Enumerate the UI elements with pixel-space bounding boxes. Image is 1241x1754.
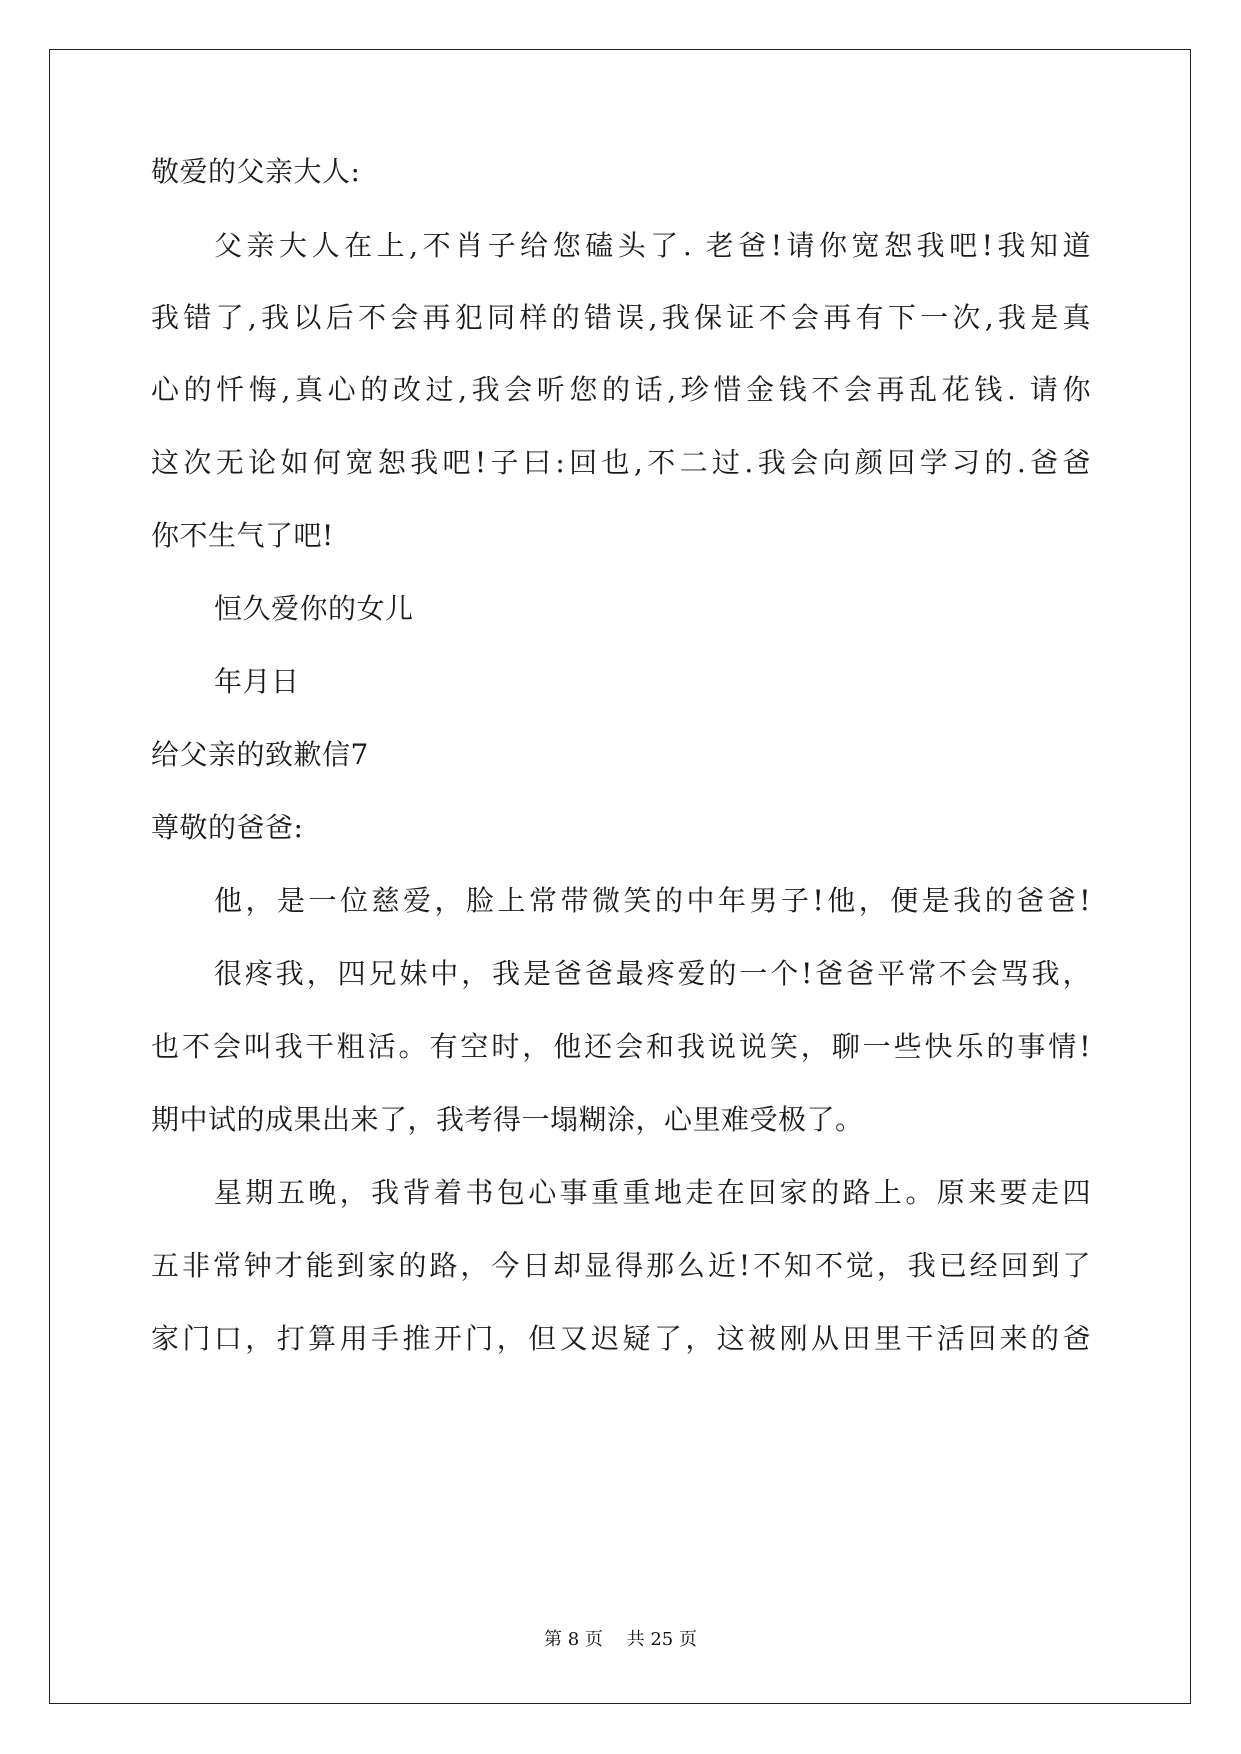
paragraph-line: 他，是一位慈爱，脸上常带微笑的中年男子!他，便是我的爸爸!	[214, 884, 1091, 917]
date-line: 年月日	[214, 665, 300, 698]
signature: 恒久爱你的女儿	[214, 592, 414, 625]
paragraph-line: 父亲大人在上,不肖子给您磕头了. 老爸!请你宽恕我吧!我知道	[214, 229, 1091, 262]
paragraph-line: 我错了,我以后不会再犯同样的错误,我保证不会再有下一次,我是真	[151, 301, 1091, 334]
salutation: 敬爱的父亲大人:	[151, 155, 361, 188]
paragraph-line: 期中试的成果出来了，我考得一塌糊涂，心里难受极了。	[151, 1103, 864, 1136]
paragraph-line: 家门口，打算用手推开门，但又迟疑了，这被刚从田里干活回来的爸	[151, 1322, 1091, 1355]
page-number-footer: 第 8 页 共 25 页	[544, 1629, 697, 1650]
section-heading: 给父亲的致歉信7	[151, 738, 369, 771]
paragraph-line: 很疼我，四兄妹中，我是爸爸最疼爱的一个!爸爸平常不会骂我，	[214, 957, 1091, 990]
paragraph-line: 五非常钟才能到家的路，今日却显得那么近!不知不觉，我已经回到了	[151, 1249, 1091, 1282]
paragraph-line: 你不生气了吧!	[151, 519, 334, 552]
paragraph-line: 心的忏悔,真心的改过,我会听您的话,珍惜金钱不会再乱花钱. 请你	[151, 373, 1091, 406]
paragraph-line: 也不会叫我干粗活。有空时，他还会和我说说笑，聊一些快乐的事情!	[151, 1030, 1091, 1063]
salutation: 尊敬的爸爸:	[151, 811, 304, 844]
paragraph-line: 星期五晚，我背着书包心事重重地走在回家的路上。原来要走四	[214, 1176, 1091, 1209]
paragraph-line: 这次无论如何宽恕我吧!子曰:回也,不二过.我会向颜回学习的.爸爸	[151, 446, 1091, 479]
